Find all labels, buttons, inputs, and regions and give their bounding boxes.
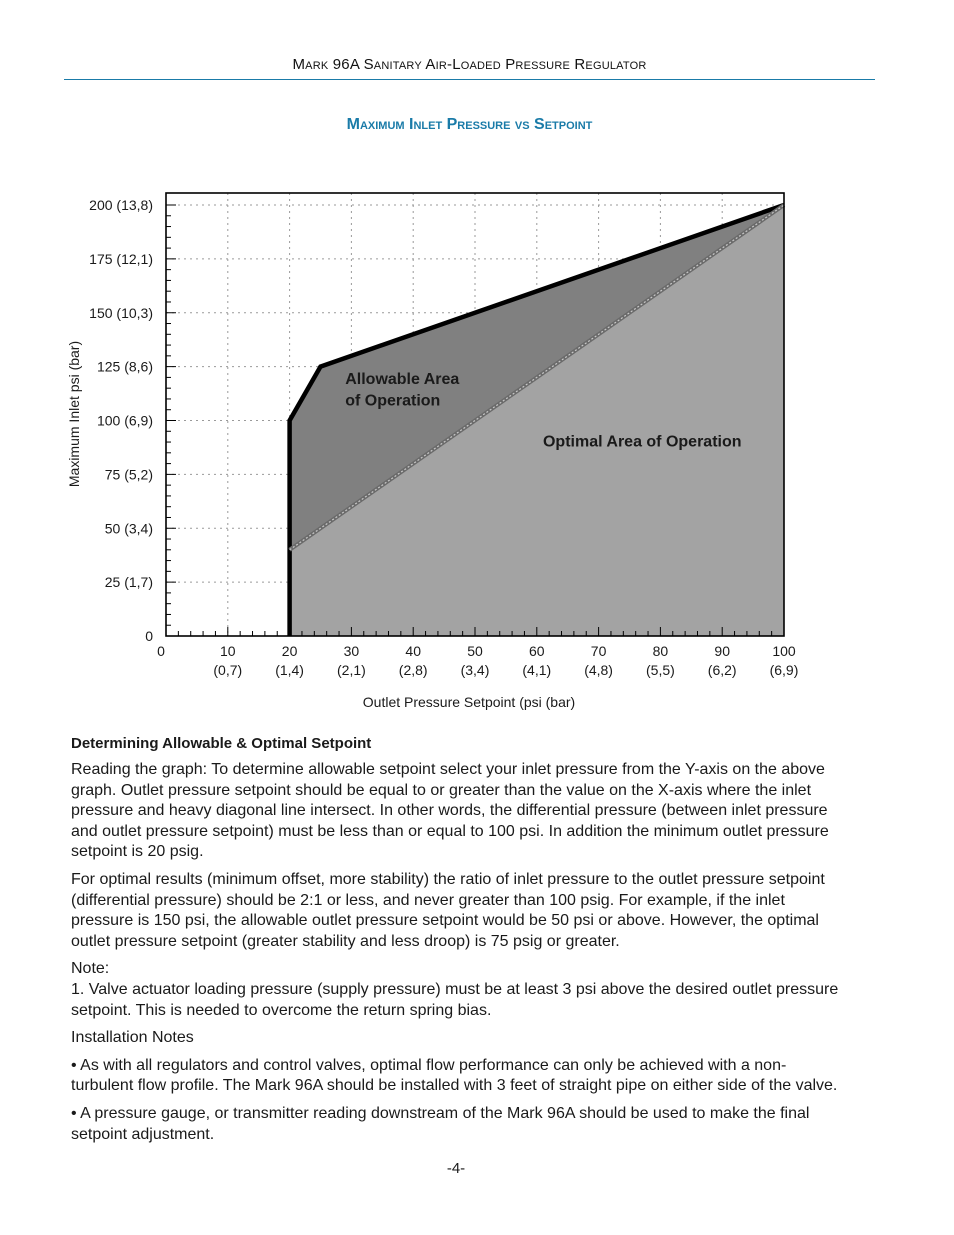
chart-title: Maximum Inlet Pressure vs Setpoint bbox=[346, 116, 593, 133]
area-annotation: Allowable Area bbox=[345, 370, 460, 388]
note-item: 1. Valve actuator loading pressure (supply pressure) must be at least 3 psi above the desired outlet pressure setpoint. This is needed to overcome the return spring bias. bbox=[71, 980, 839, 1019]
bullet-flow-profile: • As with all regulators and control valves, optimal flow performance can only be achieved with a non-turbulent flow profile. The Mark 96A should be installed with 3 feet of straight pipe on either side of the valve. bbox=[71, 1056, 838, 1095]
x-tick-sublabel: (2,1) bbox=[337, 662, 366, 678]
y-tick-label: 25 (1,7) bbox=[104, 574, 153, 591]
y-axis-title: Maximum Inlet psi (bar) bbox=[66, 340, 82, 488]
x-tick-label: 50 bbox=[467, 643, 483, 659]
y-tick-label: 75 (5,2) bbox=[104, 466, 153, 483]
header-divider bbox=[64, 79, 875, 80]
x-tick-label: 20 bbox=[281, 643, 298, 659]
x-tick-sublabel: (0,7) bbox=[213, 662, 243, 678]
paragraph-optimal-results: For optimal results (minimum offset, more stability) the ratio of inlet pressure to the outlet pressure setpoint (differential pressure) should be 2:1 or less, and never greater than 100 psig. For example, if the inlet pressure is 150 psi, the allowable outlet pressure setpoint would be 50 psi or above. However, the optimal outlet pressure setpoint (greater stability and less droop) is 75 psig or greater. bbox=[71, 870, 825, 950]
x-tick-label: 100 bbox=[772, 643, 796, 659]
x-tick-sublabel: (6,2) bbox=[707, 662, 737, 678]
y-tick-label: 125 (8,6) bbox=[96, 358, 153, 375]
x-tick-label: 70 bbox=[590, 643, 607, 659]
pressure-chart bbox=[0, 180, 954, 720]
note-label: Note: bbox=[71, 960, 110, 978]
x-tick-sublabel: (1,4) bbox=[275, 662, 304, 678]
page-number: -4- bbox=[446, 1160, 466, 1177]
x-tick-label: 10 bbox=[220, 643, 236, 659]
x-tick-label: 40 bbox=[405, 643, 421, 659]
x-tick-sublabel: (5,5) bbox=[646, 662, 675, 678]
x-tick-label: 60 bbox=[529, 643, 545, 659]
body-text bbox=[71, 760, 841, 1145]
installation-heading: Installation Notes bbox=[71, 1029, 194, 1047]
x-tick-label: 30 bbox=[343, 643, 360, 659]
bullet-pressure-gauge: • A pressure gauge, or transmitter reading downstream of the Mark 96A should be used to make the final setpoint adjustment. bbox=[71, 1104, 810, 1143]
x-tick-sublabel: (4,1) bbox=[522, 662, 552, 678]
area-annotation: Optimal Area of Operation bbox=[542, 433, 742, 451]
x-tick-sublabel: (6,9) bbox=[769, 662, 799, 678]
x-tick-sublabel: (3,4) bbox=[460, 662, 490, 678]
y-tick-label: 50 (3,4) bbox=[104, 520, 153, 537]
paragraph-reading-graph: Reading the graph: To determine allowable setpoint select your inlet pressure from the Y-axis on the above graph. Outlet pressure setpoint should be equal to or greater than the value on the X-axis where the inlet pressure and heavy diagonal line intersect. In other words, the differential pressure (between inlet pressure and outlet pressure setpoint) must be less than or equal to 100 psi. In addition the minimum outlet pressure setpoint is 20 psig. bbox=[71, 761, 829, 861]
y-tick-label: 175 (12,1) bbox=[89, 250, 153, 267]
y-tick-label: 100 (6,9) bbox=[96, 412, 153, 429]
x-tick-label: 90 bbox=[714, 643, 730, 659]
x-tick-label: 80 bbox=[652, 643, 669, 659]
y-tick-label: 0 bbox=[145, 628, 153, 644]
note-block bbox=[71, 959, 841, 1021]
x-axis-title: Outlet Pressure Setpoint (psi (bar) bbox=[362, 694, 576, 710]
chart-areas bbox=[290, 205, 784, 636]
x-tick-sublabel: (2,8) bbox=[398, 662, 428, 678]
x-tick-sublabel: (4,8) bbox=[584, 662, 613, 678]
section-heading: Determining Allowable & Optimal Setpoint bbox=[71, 735, 372, 752]
page-header: Mark 96A Sanitary Air-Loaded Pressure Regulator bbox=[292, 56, 647, 73]
x-tick-label: 0 bbox=[157, 643, 165, 659]
area-annotation: of Operation bbox=[345, 392, 441, 410]
y-tick-label: 150 (10,3) bbox=[89, 304, 153, 321]
y-tick-label: 200 (13,8) bbox=[89, 197, 153, 213]
